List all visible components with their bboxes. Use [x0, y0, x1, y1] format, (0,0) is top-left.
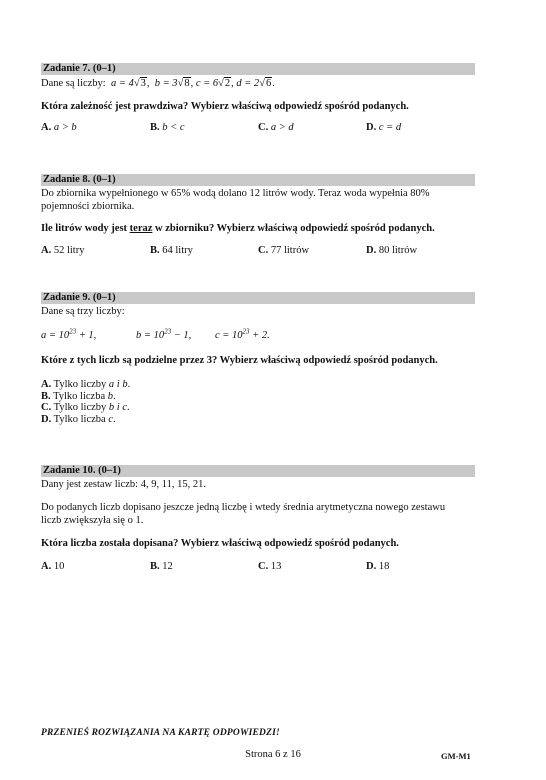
formula-b: $b = 10^{23} - 1$,: [136, 327, 192, 341]
task-10-text-2: liczb zwiększyła się o 1.: [41, 515, 144, 526]
task-8-header: Zadanie 8. (0–1): [41, 174, 475, 186]
task-10-header: Zadanie 10. (0–1): [41, 465, 475, 477]
formula-a: $a = 10^{23} + 1$,: [41, 327, 97, 341]
task-10-text-1: Do podanych liczb dopisano jeszcze jedną liczbę i wtedy średnia arytmetyczna nowego zestawu: [41, 502, 446, 513]
task-7-question: Która zależność jest prawdziwa? Wybierz właściwą odpowiedź spośród podanych.: [41, 101, 409, 112]
answer-d: D. 18: [366, 561, 390, 572]
answer-c: C. 13: [258, 561, 282, 572]
transfer-instruction: PRZENIEŚ ROZWIĄZANIA NA KARTĘ ODPOWIEDZI!: [41, 728, 280, 738]
answer-b: B. 12: [150, 561, 173, 572]
option-d: D. Tylko liczba c.: [41, 413, 116, 425]
formula-c: $c = 10^{23} + 2$.: [215, 327, 270, 341]
option-c: C. Tylko liczby b i c.: [41, 402, 130, 413]
answer-a: A. 10: [41, 561, 65, 572]
task-9-header: Zadanie 9. (0–1): [41, 292, 475, 304]
answer-a: A. 52 litry: [41, 245, 85, 256]
answer-b: B. b < c: [150, 122, 185, 133]
task-9: [41, 292, 475, 425]
task-7-header: Zadanie 7. (0–1): [41, 63, 475, 75]
task-7: [41, 63, 475, 136]
task-7-answers: [41, 122, 475, 136]
option-b: B. Tylko liczba b.: [41, 390, 116, 402]
task-10-intro: Dany jest zestaw liczb: 4, 9, 11, 15, 21.: [41, 479, 206, 490]
answer-b: B. 64 litry: [150, 245, 193, 256]
answer-a: A. a > b: [41, 122, 77, 133]
task-8-question: Ile litrów wody jest teraz w zbiorniku? Wybierz właściwą odpowiedź spośród podanych.: [41, 223, 435, 234]
answer-d: D. c = d: [366, 122, 402, 133]
option-a: A. Tylko liczby a i b.: [41, 379, 131, 390]
answer-c: C. 77 litrów: [258, 245, 310, 256]
task-8: [41, 174, 475, 259]
page-number: Strona 6 z 16: [245, 749, 301, 760]
task-7-numbers: Dane są liczby: a = 4√3, b = 3√8, c = 6√2, d = 2√6.: [41, 78, 275, 89]
task-10-question: Która liczba została dopisana? Wybierz właściwą odpowiedź spośród podanych.: [41, 538, 399, 549]
answer-d: D. 80 litrów: [366, 245, 418, 256]
task-9-intro: Dane są trzy liczby:: [41, 306, 125, 317]
task-9-question: Które z tych liczb są podzielne przez 3? Wybierz właściwą odpowiedź spośród podanych.: [41, 355, 438, 366]
task-9-formulas: [41, 327, 475, 344]
task-8-answers: [41, 245, 475, 259]
task-8-text-2: pojemności zbiornika.: [41, 201, 135, 212]
task-10: [41, 465, 475, 575]
exam-code: GM-M1: [441, 751, 471, 761]
task-10-answers: [41, 561, 475, 575]
task-8-text-1: Do zbiornika wypełnionego w 65% wodą dolano 12 litrów wody. Teraz woda wypełnia 80%: [41, 188, 430, 199]
task-9-options: [41, 379, 475, 425]
answer-c: C. a > d: [258, 122, 294, 133]
